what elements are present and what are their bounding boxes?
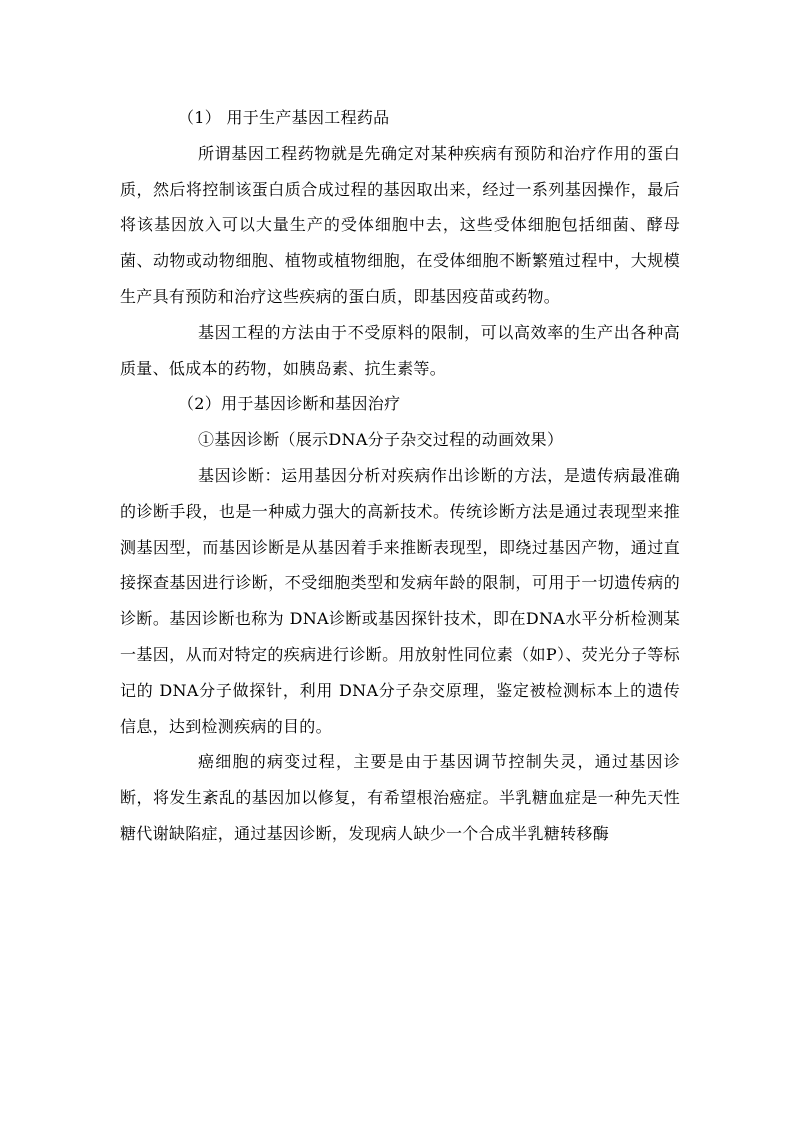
- paragraph-gene-engineering-drugs: 所谓基因工程药物就是先确定对某种疾病有预防和治疗作用的蛋白质，然后将控制该蛋白质合成过程的基因取出来，经过一系列基因操作，最后将该基因放入可以大量生产的受体细胞中去，这些受体细胞包括细菌、酵母菌、动物或动物细胞、植物或植物细胞，在受体细胞不断繁殖过程中，大规模生产具有预防和治疗这些疾病的蛋白质，即基因疫苗或药物。: [120, 143, 680, 306]
- document-body: [120, 100, 680, 852]
- section-heading-2: （2）用于基因诊断和基因治疗: [178, 394, 401, 414]
- subsection-heading-gene-diagnosis: ①基因诊断（展示DNA分子杂交过程的动画效果）: [198, 430, 564, 450]
- paragraph-method-advantages: 基因工程的方法由于不受原料的限制，可以高效率的生产出各种高质量、低成本的药物，如胰岛素、抗生素等。: [120, 322, 680, 378]
- section-heading-1: （1） 用于生产基因工程药品: [178, 108, 390, 127]
- paragraph-gene-diagnosis: 基因诊断：运用基因分析对疾病作出诊断的方法，是遗传病最准确的诊断手段，也是一种威力强大的高新技术。传统诊断方法是通过表现型来推测基因型，而基因诊断是从基因着手来推断表现型，即绕过基因产物，通过直接探查基因进行诊断，不受细胞类型和发病年龄的限制，可用于一切遗传病的诊断。基因诊断也称为 DNA诊断或基因探针技术，即在DNA水平分析检测某一基因，从而对特定的疾病进行诊断。用放射性同位素（如P）、荧光分子等标记的 DNA分子做探针，利用 DNA分子杂交原理，鉴定被检测标本上的遗传信息，达到检测疾病的目的。: [120, 465, 680, 736]
- paragraph-cancer-cells: 癌细胞的病变过程，主要是由于基因调节控制失灵，通过基因诊断，将发生紊乱的基因加以修复，有希望根治癌症。半乳糖血症是一种先天性糖代谢缺陷症，通过基因诊断，发现病人缺少一个合成半乳糖转移酶: [120, 752, 680, 843]
